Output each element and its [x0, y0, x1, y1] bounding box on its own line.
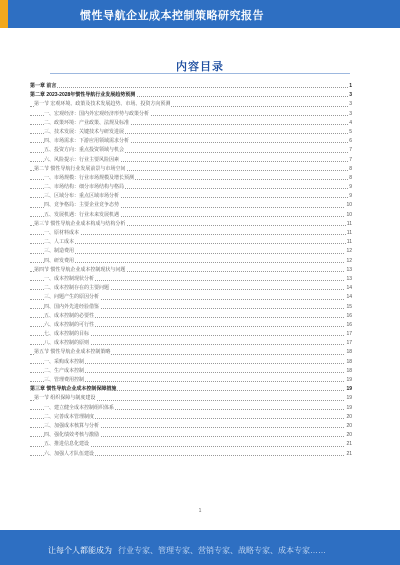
toc-entry[interactable]	[30, 211, 352, 220]
toc-entry-page: 8	[348, 174, 352, 183]
toc-entry[interactable]	[30, 100, 352, 109]
toc-entry-label: 三、加强成本核算与分析	[44, 422, 100, 431]
toc-entry-label: 二、市场结构：细分市场结构与格局	[44, 183, 125, 192]
toc-entry-label: 第二章 2023-2028年惯性导航行业发展趋势预测	[30, 91, 136, 100]
toc-entry-label: 三、技术发展：关键技术与研发进展	[44, 128, 125, 137]
toc-entry[interactable]	[30, 385, 352, 394]
toc-entry-page: 3	[348, 110, 352, 119]
toc-entry[interactable]	[30, 376, 352, 385]
toc-entry-label: 四、竞争格局：主要企业竞争态势	[44, 201, 120, 210]
toc-entry-page: 4	[348, 119, 352, 128]
toc-entry[interactable]	[30, 303, 352, 312]
toc-entry-label: 二、政策环境：产业政策、法规及标准	[44, 119, 130, 128]
toc-entry-page: 20	[345, 422, 352, 431]
toc-entry-label: 三、区域分布：重点区域市场分析	[44, 192, 120, 201]
toc-entry[interactable]	[30, 220, 352, 229]
toc-entry[interactable]	[30, 192, 352, 201]
toc-entry-page: 12	[345, 257, 352, 266]
toc-entry-label: 一、宏观经济：国内外宏观经济形势与政策分析	[44, 110, 150, 119]
toc-entry[interactable]	[30, 431, 352, 440]
toc-entry[interactable]	[30, 110, 352, 119]
toc-entry-page: 18	[345, 358, 352, 367]
toc-entry-label: 二、人工成本	[44, 238, 75, 247]
toc-entry-label: 八、成本控制的原则	[44, 339, 90, 348]
toc-entry-page: 3	[348, 91, 352, 100]
toc-entry-page: 20	[345, 413, 352, 422]
toc-entry[interactable]	[30, 321, 352, 330]
toc-entry[interactable]	[30, 183, 352, 192]
toc-entry-label: 六、加强人才队伍建设	[44, 450, 95, 459]
toc-entry-label: 第一章 前言	[30, 82, 57, 91]
toc-entry-page: 14	[345, 284, 352, 293]
toc-entry-label: 一、成本控制现状分析	[44, 275, 95, 284]
footer-tagline: 行业专家、管理专家、营销专家、战略专家、成本专家……	[118, 546, 326, 555]
toc-entry[interactable]	[30, 367, 352, 376]
toc-entry-label: 二、完善成本管理制度	[44, 413, 95, 422]
toc-heading: 内容目录	[176, 61, 224, 73]
toc-entry-label: 第一节 宏观环境、政策及技术发展趋势、市场、投资方向预测	[34, 100, 171, 109]
toc-entry-page: 19	[345, 394, 352, 403]
toc-entry[interactable]	[30, 247, 352, 256]
toc-entry[interactable]	[30, 229, 352, 238]
toc-entry-page: 21	[345, 450, 352, 459]
toc-entry-label: 一、市场规模：行业市场规模及增长预测	[44, 174, 135, 183]
toc-entry[interactable]	[30, 128, 352, 137]
toc-entry-label: 五、发展机遇：行业未来发展机遇	[44, 211, 120, 220]
toc-entry-label: 四、研发费用	[44, 257, 75, 266]
toc-entry-page: 8	[348, 165, 352, 174]
toc-entry[interactable]	[30, 146, 352, 155]
toc-entry-page: 16	[345, 321, 352, 330]
toc-entry-page: 19	[345, 385, 352, 394]
toc-entry-label: 六、风险提示：行业主要风险因素	[44, 156, 120, 165]
toc-entry-label: 第一节 组织保障与制度建设	[34, 394, 96, 403]
toc-entry-page: 7	[348, 146, 352, 155]
toc-entry[interactable]	[30, 82, 352, 91]
toc-entry-label: 四、国内外先进经验借鉴	[44, 303, 100, 312]
toc-divider	[50, 73, 350, 74]
toc-entry-page: 17	[345, 339, 352, 348]
toc-leader-dots	[30, 87, 348, 88]
toc-entry[interactable]	[30, 91, 352, 100]
toc-entry-label: 第三节 惯性导航企业成本构成与结构分析	[34, 220, 126, 229]
toc-entry-page: 17	[345, 330, 352, 339]
toc-entry-page: 13	[345, 275, 352, 284]
toc-entry-page: 21	[345, 440, 352, 449]
toc-entry-page: 11	[346, 238, 352, 247]
toc-entry-label: 一、原材料成本	[44, 229, 80, 238]
toc-entry-page: 15	[345, 303, 352, 312]
toc-entry-label: 第二节 惯性导航行业发展前景与市场空间	[34, 165, 126, 174]
toc-entry-page: 18	[345, 348, 352, 357]
toc-entry[interactable]	[30, 358, 352, 367]
toc-entry-label: 三、管理费用控制	[44, 376, 85, 385]
toc-entry[interactable]	[30, 348, 352, 357]
toc-entry-label: 三、制造费用	[44, 247, 75, 256]
toc-entry[interactable]	[30, 137, 352, 146]
toc-entry-label: 四、强化绩效考核与激励	[44, 431, 100, 440]
toc-entry-page: 11	[346, 220, 352, 229]
toc-entry-page: 1	[348, 82, 352, 91]
toc-entry[interactable]	[30, 404, 352, 413]
header-accent	[0, 0, 8, 28]
toc-entry[interactable]	[30, 394, 352, 403]
toc-entry-page: 9	[348, 183, 352, 192]
toc-entry[interactable]	[30, 339, 352, 348]
toc-entry[interactable]	[30, 174, 352, 183]
toc-entry-label: 第四节 惯性导航企业成本控制现状与问题	[34, 266, 126, 275]
toc-entry[interactable]	[30, 275, 352, 284]
toc-entry[interactable]	[30, 165, 352, 174]
toc-entry[interactable]	[30, 156, 352, 165]
toc-entry[interactable]	[30, 257, 352, 266]
toc-entry-label: 一、建立健全成本控制组织体系	[44, 404, 115, 413]
footer-slogan: 让每个人都能成为	[48, 546, 112, 555]
report-title: 惯性导航企业成本控制策略研究报告	[80, 10, 264, 22]
toc-entry-page: 19	[345, 376, 352, 385]
toc-entry[interactable]	[30, 238, 352, 247]
toc-entry-page: 9	[348, 192, 352, 201]
toc-entry-label: 一、采购成本控制	[44, 358, 85, 367]
toc-entry-page: 13	[345, 266, 352, 275]
toc-entry-label: 三、问题产生的原因分析	[44, 293, 100, 302]
toc-entry[interactable]	[30, 330, 352, 339]
toc-entry-page: 20	[345, 431, 352, 440]
toc-entry-label: 二、生产成本控制	[44, 367, 85, 376]
toc-entry-page: 10	[345, 211, 352, 220]
toc-entry-label: 五、推进信息化建设	[44, 440, 90, 449]
toc-entry-page: 18	[345, 367, 352, 376]
toc-entry[interactable]	[30, 440, 352, 449]
toc-entry[interactable]	[30, 266, 352, 275]
toc-entry-label: 七、成本控制的目标	[44, 330, 90, 339]
toc-entry-page: 7	[348, 156, 352, 165]
toc-entry[interactable]	[30, 413, 352, 422]
toc-entry[interactable]	[30, 450, 352, 459]
toc-entry-label: 五、成本控制的必要性	[44, 312, 95, 321]
toc-entry-page: 11	[346, 229, 352, 238]
toc-entry-page: 6	[348, 137, 352, 146]
toc-entry-page: 10	[345, 201, 352, 210]
toc-leader-dots	[30, 243, 348, 244]
toc-entry-page: 5	[348, 128, 352, 137]
toc-entry-label: 二、成本控制存在的主要问题	[44, 284, 110, 293]
toc-entry-page: 16	[345, 312, 352, 321]
toc-entry-label: 第三章 惯性导航企业成本控制保障措施	[30, 385, 117, 394]
toc-entry-label: 六、成本控制的可行性	[44, 321, 95, 330]
toc-entry-label: 第五节 惯性导航企业成本控制策略	[34, 348, 111, 357]
table-of-contents	[30, 82, 352, 459]
toc-entry[interactable]	[30, 201, 352, 210]
toc-entry[interactable]	[30, 293, 352, 302]
toc-entry[interactable]	[30, 284, 352, 293]
toc-entry-page: 19	[345, 404, 352, 413]
toc-entry[interactable]	[30, 312, 352, 321]
page-number: 1	[198, 508, 202, 514]
toc-entry-page: 12	[345, 247, 352, 256]
toc-entry[interactable]	[30, 422, 352, 431]
toc-leader-dots	[30, 253, 348, 254]
toc-leader-dots	[30, 262, 348, 263]
toc-entry-label: 五、投资方向：重点投资领域与机会	[44, 146, 125, 155]
toc-entry-label: 四、市场需求：下游应用领域需求分析	[44, 137, 130, 146]
toc-entry-page: 14	[345, 293, 352, 302]
toc-entry[interactable]	[30, 119, 352, 128]
toc-entry-page: 3	[348, 100, 352, 109]
